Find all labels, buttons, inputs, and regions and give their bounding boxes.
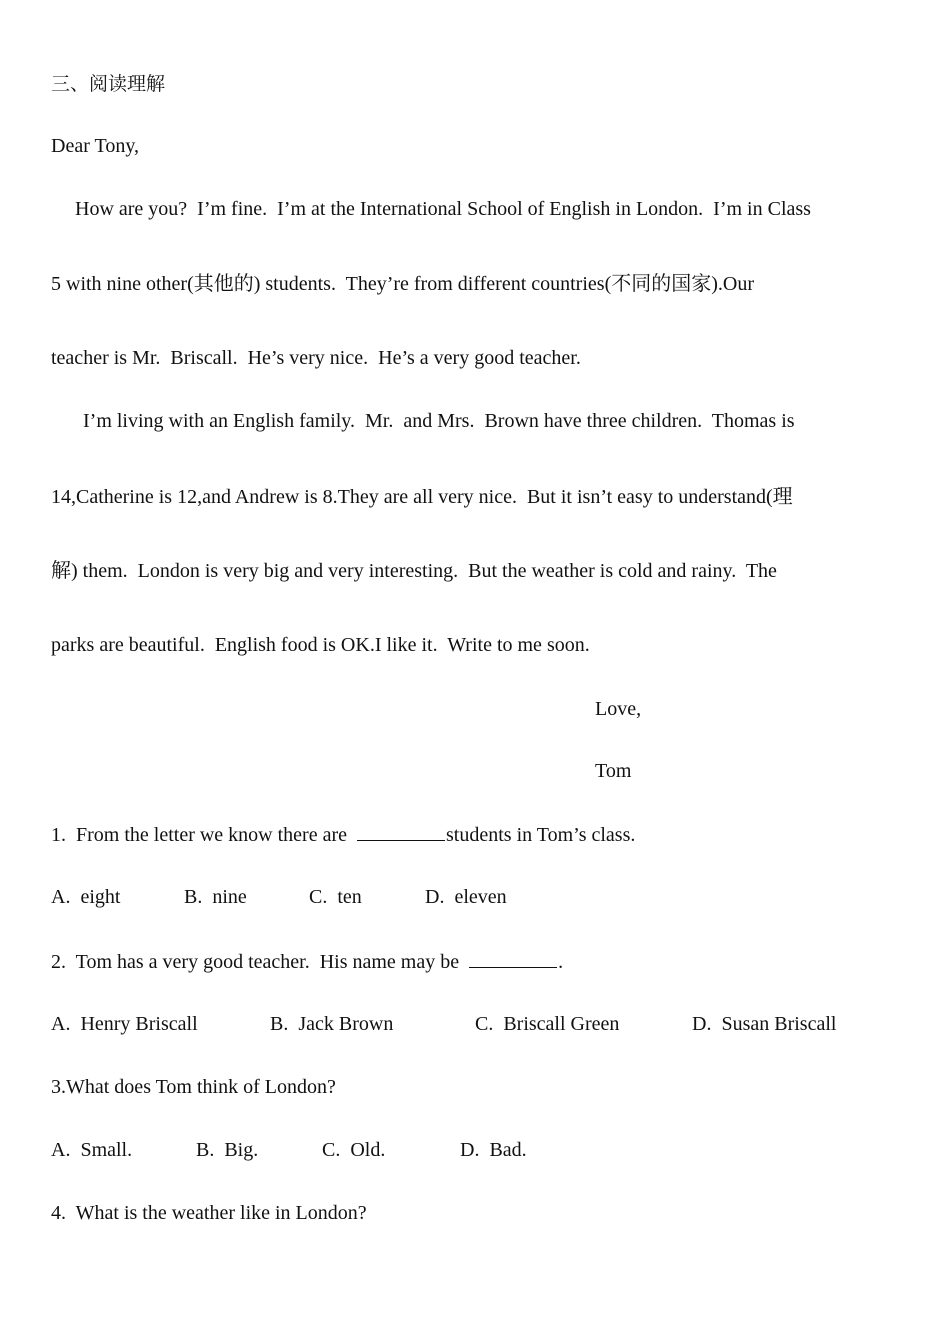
question-3-option-b: B. Big. (196, 1139, 259, 1161)
letter-closing: Love, (595, 698, 642, 720)
question-1-option-a: A. eight (51, 886, 121, 908)
question-3-option-a: A. Small. (51, 1139, 133, 1161)
letter-signature: Tom (595, 760, 632, 782)
question-2-stem-after: . (558, 951, 564, 973)
question-2-option-a: A. Henry Briscall (51, 1013, 198, 1035)
letter-greeting: Dear Tony, (51, 135, 140, 157)
question-1-stem-after: students in Tom’s class. (446, 824, 636, 846)
answer-blank-1[interactable] (357, 822, 445, 841)
question-1-option-d: D. eleven (425, 886, 507, 908)
question-3-option-c: C. Old. (322, 1139, 386, 1161)
question-2-option-d: D. Susan Briscall (692, 1013, 837, 1035)
letter-para1-line3: teacher is Mr. Briscall. He’s very nice. He’s a very good teacher. (51, 347, 581, 369)
letter-para2-line1: I’m living with an English family. Mr. and Mrs. Brown have three children. Thomas is (83, 410, 795, 432)
section-title: 三、阅读理解 (51, 73, 166, 95)
letter-para2-line2: 14,Catherine is 12,and Andrew is 8.They are all very nice. But it isn’t easy to understand(理 (51, 486, 793, 508)
question-2-option-c: C. Briscall Green (475, 1013, 620, 1035)
letter-para1-line1: How are you? I’m fine. I’m at the International School of English in London. I’m in Class (75, 198, 811, 220)
question-4: 4. What is the weather like in London? (51, 1202, 367, 1224)
letter-para2-line3: 解) them. London is very big and very interesting. But the weather is cold and rainy. The (51, 560, 777, 582)
question-2-option-b: B. Jack Brown (270, 1013, 394, 1035)
question-1 (51, 822, 635, 847)
letter-para2-line4: parks are beautiful. English food is OK.I like it. Write to me soon. (51, 634, 590, 656)
question-3-option-d: D. Bad. (460, 1139, 527, 1161)
answer-blank-2[interactable] (469, 949, 557, 968)
question-1-stem-before: 1. From the letter we know there are (51, 824, 348, 846)
question-2 (51, 949, 563, 974)
question-2-stem-before: 2. Tom has a very good teacher. His name may be (51, 951, 460, 973)
letter-para1-line2: 5 with nine other(其他的) students. They’re from different countries(不同的国家).Our (51, 273, 754, 295)
question-3: 3.What does Tom think of London? (51, 1076, 336, 1098)
question-1-option-c: C. ten (309, 886, 362, 908)
question-1-option-b: B. nine (184, 886, 247, 908)
